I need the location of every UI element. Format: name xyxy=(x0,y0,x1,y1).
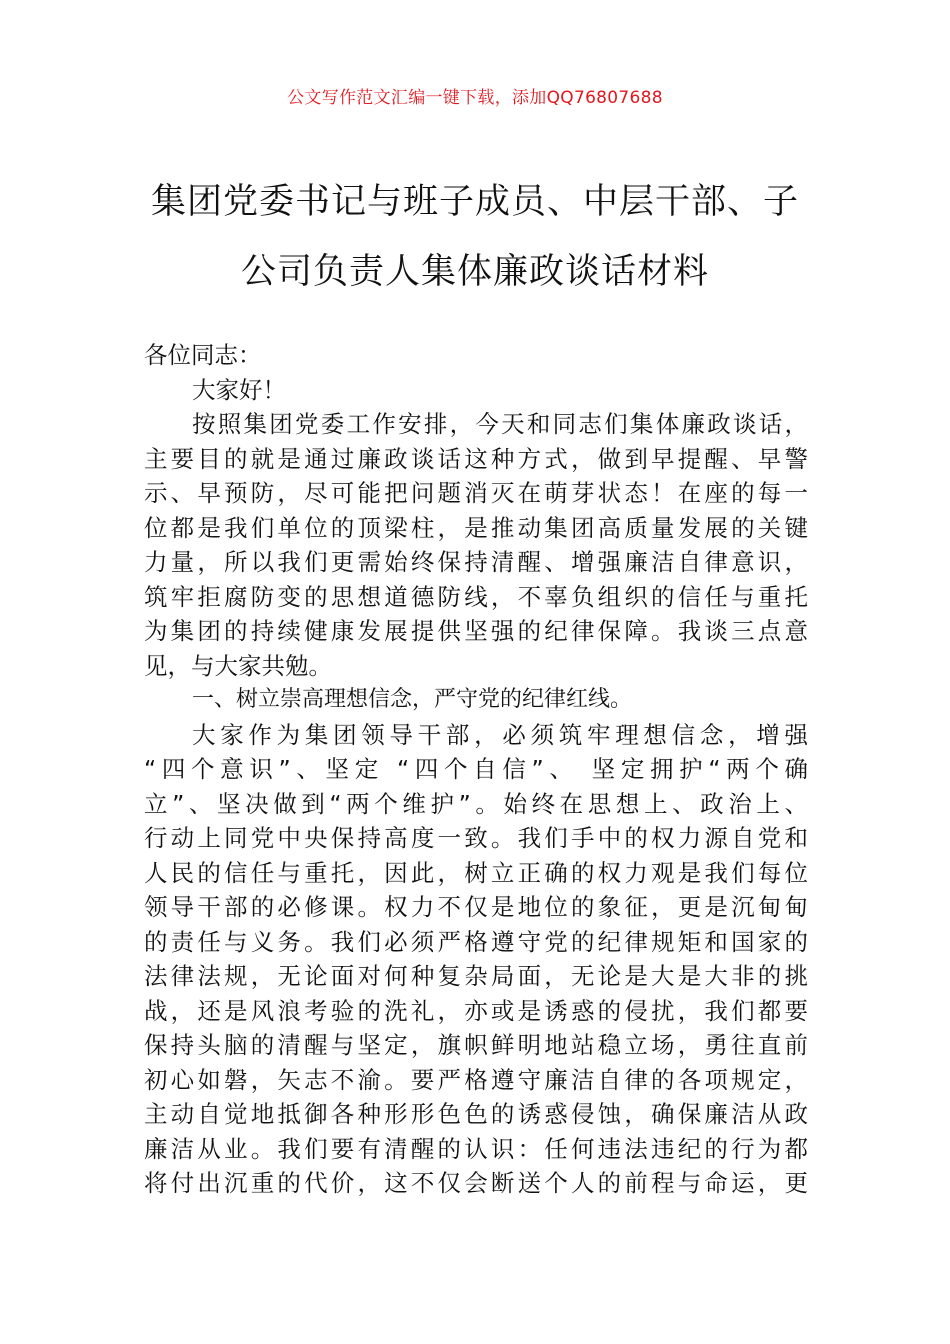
document-title-line-2: 公司负责人集体廉政谈话材料 xyxy=(240,252,709,292)
paragraph-line: 见，与大家共勉。 xyxy=(144,651,332,680)
paragraph-line: 力量，所以我们更需始终保持清醒、增强廉洁自律意识， xyxy=(144,548,808,576)
download-banner: 公文写作范文汇编一键下载，添加QQ76807688 xyxy=(287,88,663,108)
paragraph-line: 按照集团党委工作安排，今天和同志们集体廉政谈话， xyxy=(192,410,808,438)
paragraph-line: 廉洁从业。我们要有清醒的认识：任何违法违纪的行为都 xyxy=(144,1134,808,1163)
paragraph-line: 保持头脑的清醒与坚定，旗帜鲜明地站稳立场，勇往直前 xyxy=(144,1031,808,1059)
paragraph-line: “四个意识”、坚定 “四个自信”、 坚定拥护“两个确 xyxy=(144,755,808,783)
paragraph-line: 行动上同党中央保持高度一致。我们手中的权力源自党和 xyxy=(144,824,808,852)
paragraph-line: 主动自觉地抵御各种形形色色的诱惑侵蚀，确保廉洁从政 xyxy=(144,1100,808,1128)
paragraph-line: 大家作为集团领导干部，必须筑牢理想信念，增强 xyxy=(192,720,808,749)
paragraph-line: 将付出沉重的代价，这不仅会断送个人的前程与命运，更 xyxy=(144,1169,808,1197)
document-body xyxy=(144,338,808,1201)
salutation: 各位同志： xyxy=(144,341,262,369)
paragraph-line: 的责任与义务。我们必须严格遵守党的纪律规矩和国家的 xyxy=(144,927,808,956)
section-heading: 一、树立崇高理想信念，严守党的纪律红线。 xyxy=(192,687,633,712)
paragraph-line: 筑牢拒腐防变的思想道德防线，不辜负组织的信任与重托 xyxy=(144,582,808,611)
document-title-line-1: 集团党委书记与班子成员、中层干部、子 xyxy=(150,182,799,222)
paragraph-line: 示、早预防，尽可能把问题消灭在萌芽状态！在座的每一 xyxy=(144,479,808,507)
paragraph-line: 领导干部的必修课。权力不仅是地位的象征，更是沉甸甸 xyxy=(144,893,808,921)
paragraph-line: 位都是我们单位的顶梁柱，是推动集团高质量发展的关键 xyxy=(144,513,808,542)
paragraph-line: 战，还是风浪考验的洗礼，亦或是诱惑的侵扰，我们都要 xyxy=(144,996,808,1025)
paragraph-line: 人民的信任与重托，因此，树立正确的权力观是我们每位 xyxy=(144,858,808,887)
paragraph-line: 法律法规，无论面对何种复杂局面，无论是大是大非的挑 xyxy=(144,962,808,990)
greeting: 大家好！ xyxy=(192,375,286,404)
paragraph-line: 立”、坚决做到“两个维护”。始终在思想上、政治上、 xyxy=(144,789,808,818)
paragraph-line: 为集团的持续健康发展提供坚强的纪律保障。我谈三点意 xyxy=(144,617,808,645)
paragraph-line: 主要目的就是通过廉政谈话这种方式，做到早提醒、早警 xyxy=(144,444,808,473)
paragraph-line: 初心如磐，矢志不渝。要严格遵守廉洁自律的各项规定， xyxy=(144,1065,808,1094)
